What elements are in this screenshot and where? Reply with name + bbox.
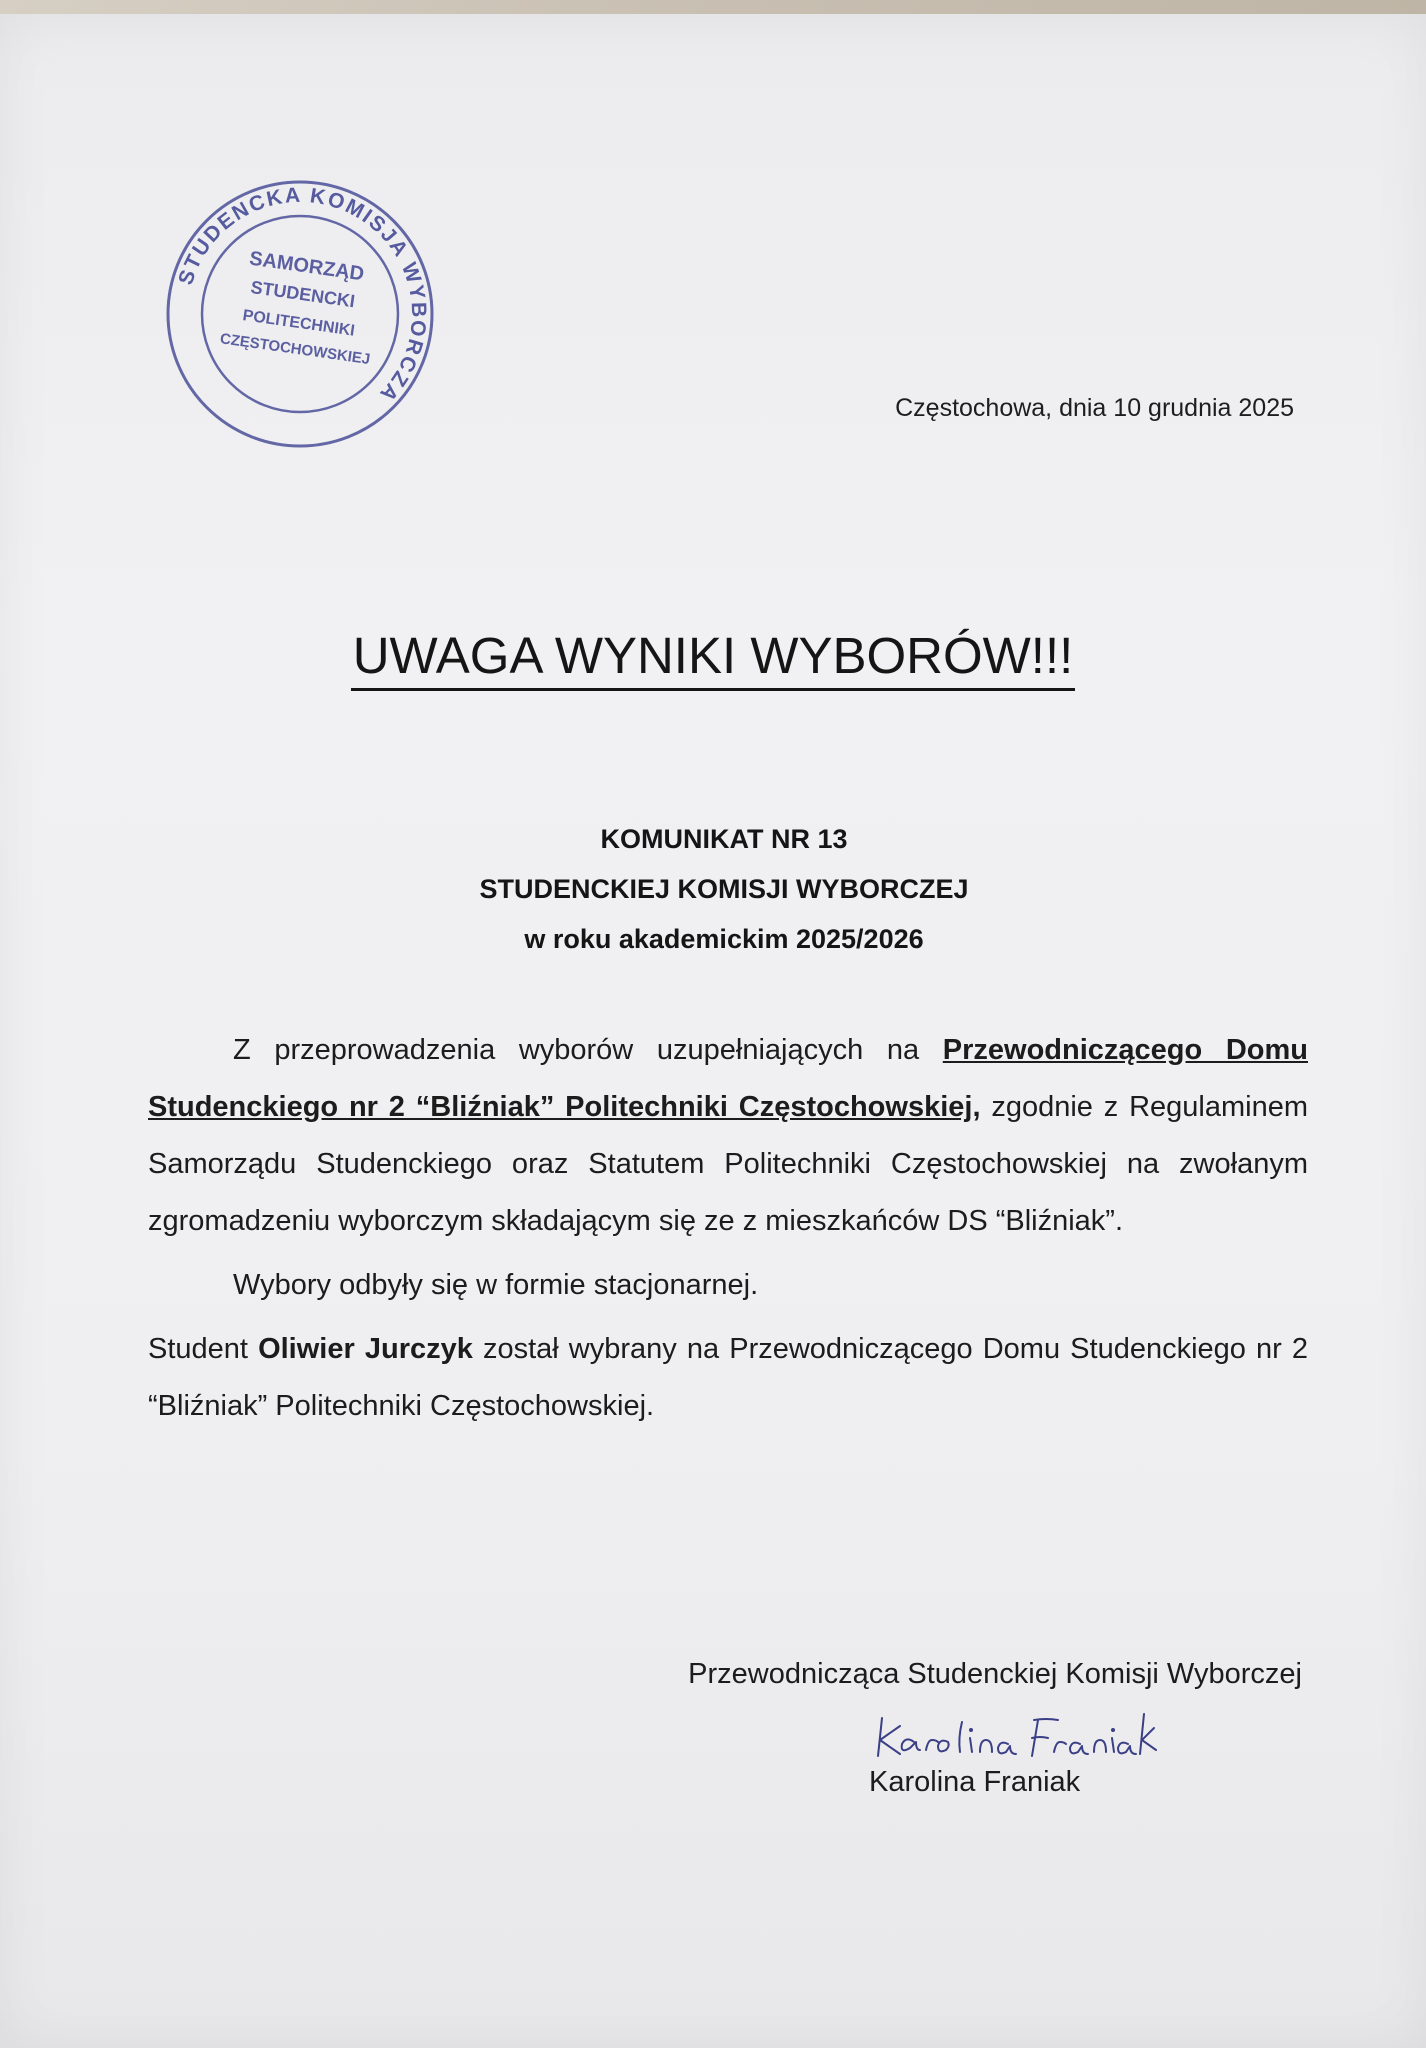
headline: [0, 626, 1426, 685]
announcement-academic-year: w roku akademickim 2025/2026: [524, 924, 924, 954]
announcement-title: [0, 814, 1426, 964]
paragraph-election: [148, 1022, 1308, 1250]
stamp-line-2: STUDENCKI: [249, 276, 357, 312]
paragraph-election-start: Z przeprowadzenia wyborów uzupełniających na: [233, 1034, 943, 1066]
stamp-line-1: SAMORZĄD: [247, 247, 366, 286]
paragraph-result: [148, 1321, 1308, 1435]
announcement-number: KOMUNIKAT NR 13: [600, 824, 848, 854]
paragraph-election-end: zgodnie z Regulaminem Samorządu Studenckiego oraz Statutem Politechniki Częstochowskiej na zwołanym zgromadzeniu wyborczym składającym się ze z mieszkańców DS “Bliźniak”.: [148, 1091, 1308, 1237]
handwritten-signature: [870, 1704, 1170, 1774]
paragraph-result-start: Student: [148, 1333, 259, 1365]
announcement-committee: STUDENCKIEJ KOMISJI WYBORCZEJ: [479, 874, 969, 904]
signatory-name: Karolina Franiak: [869, 1766, 1081, 1798]
position-name: Przewodniczącego Domu Studenckiego nr 2 “Bliźniak” Politechniki Częstochowskiej,: [148, 1034, 1308, 1123]
document-date: Częstochowa, dnia 10 grudnia 2025: [895, 394, 1294, 422]
elected-student-name: Oliwier Jurczyk: [258, 1333, 473, 1365]
document-page: [0, 14, 1426, 2048]
stamp-line-4: CZĘSTOCHOWSKIEJ: [218, 330, 372, 369]
stamp-line-3: POLITECHNIKI: [241, 307, 356, 340]
headline-text: UWAGA WYNIKI WYBORÓW!!!: [351, 627, 1076, 691]
document-body: [148, 1022, 1308, 1435]
signatory-title: Przewodnicząca Studenckiej Komisji Wyborczej: [688, 1658, 1302, 1690]
paragraph-result-end: został wybrany na Przewodniczącego Domu Studenckiego nr 2 “Bliźniak” Politechniki Częstochowskiej.: [148, 1333, 1308, 1422]
paragraph-form: Wybory odbyły się w formie stacjonarnej.: [233, 1269, 759, 1301]
stamp-outer-text: STUDENCKA KOMISJA WYBORCZA: [174, 183, 431, 407]
election-committee-stamp: [160, 174, 440, 454]
